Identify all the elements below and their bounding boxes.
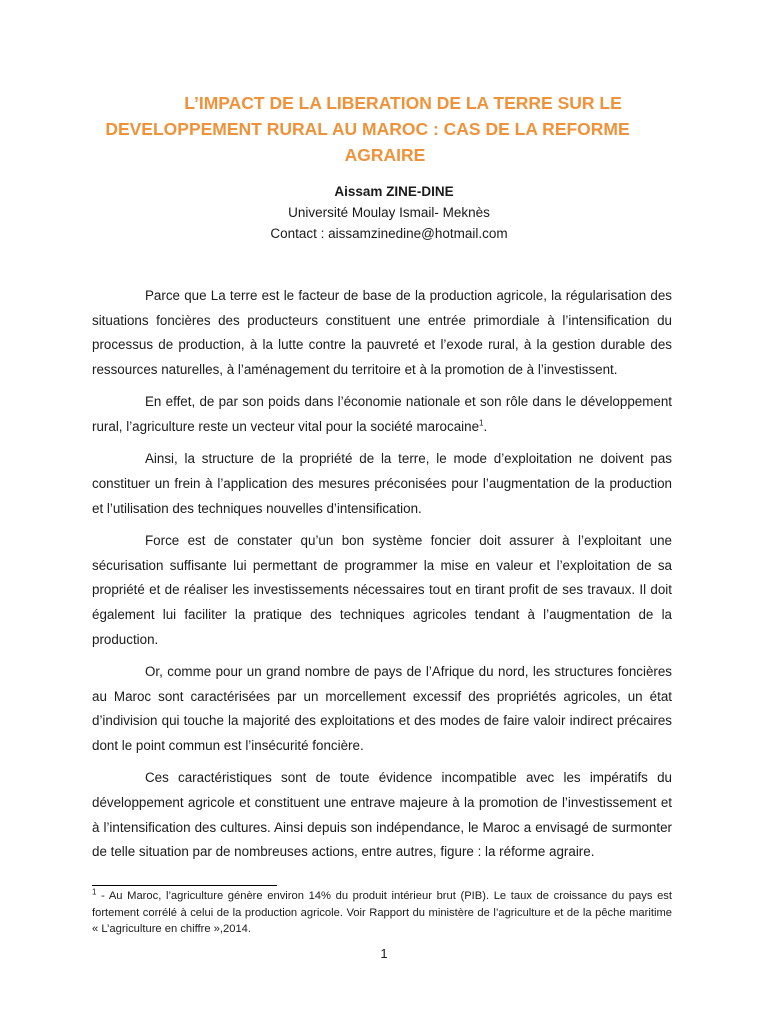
paragraph-4: Force est de constater qu’un bon système foncier doit assurer à l’exploitant une sécurisation suffisante lui permettant de programmer la mise en valeur et l’exploitation de sa propriété et de réaliser les investissements nécessaires tout en tirant profit de ses travaux. Il doit également lui faciliter la pratique des techniques agricoles tendant à l’augmentation de la production. [92,532,672,647]
author-contact: Contact : aissamzinedine@hotmail.com [270,226,508,241]
author-name: Aissam ZINE-DINE [334,184,454,199]
footnote-reference: 1 [479,418,484,428]
paragraph-2-tail: . [483,419,488,435]
paragraph-2 [92,390,672,439]
footnote-separator [92,885,277,886]
title-line-1: L’IMPACT DE LA LIBERATION DE LA TERRE SUR LE [184,93,622,113]
title-line-2: DEVELOPPEMENT RURAL AU MAROC : CAS DE LA REFORME [105,119,630,139]
footnote [92,888,672,938]
document-body [92,284,672,872]
title-line-3: AGRAIRE [344,145,426,165]
paragraph-5: Or, comme pour un grand nombre de pays de l’Afrique du nord, les structures foncières au Maroc sont caractérisées par un morcellement excessif des propriétés agricoles, un état d’indivision qui touche la majorité des exploitations et des modes de faire valoir indirect précaires dont le point commun est l’insécurité foncière. [92,663,672,753]
paragraph-3: Ainsi, la structure de la propriété de la terre, le mode d’exploitation ne doivent pas constituer un frein à l’application des mesures préconisées pour l’augmentation de la production et l’utilisation des techniques nouvelles d’intensification. [92,451,672,516]
footnote-text: - Au Maroc, l’agriculture génère environ 14% du produit intérieur brut (PIB). Le taux de croissance du pays est fortement corrélé à celui de la production agricole. Voir Rapport du ministère de l’agriculture et de la pêche maritime « L’agriculture en chiffre »,2014. [92,890,672,935]
page-number: 1 [380,946,388,961]
paragraph-2-text: En effet, de par son poids dans l’économie nationale et son rôle dans le développement rural, l’agriculture reste un vecteur vital pour la société marocaine [92,394,672,435]
paragraph-1: Parce que La terre est le facteur de base de la production agricole, la régularisation des situations foncières des producteurs constituent une entrée primordiale à l’intensification du processus de production, à la lutte contre la pauvreté et l’exode rural, à la gestion durable des ressources naturelles, à l’aménagement du territoire et à la promotion de à l’investissent. [92,288,672,378]
document-title [100,90,670,168]
paragraph-6: Ces caractéristiques sont de toute évidence incompatible avec les impératifs du développement agricole et constituent une entrave majeure à la promotion de l’investissement et à l’intensification des cultures. Ainsi depuis son indépendance, le Maroc a envisagé de surmonter de telle situation par de nombreuses actions, entre autres, figure : la réforme agraire. [92,770,672,860]
footnote-marker: 1 [92,887,97,897]
author-affiliation: Université Moulay Ismail- Meknès [288,205,490,220]
